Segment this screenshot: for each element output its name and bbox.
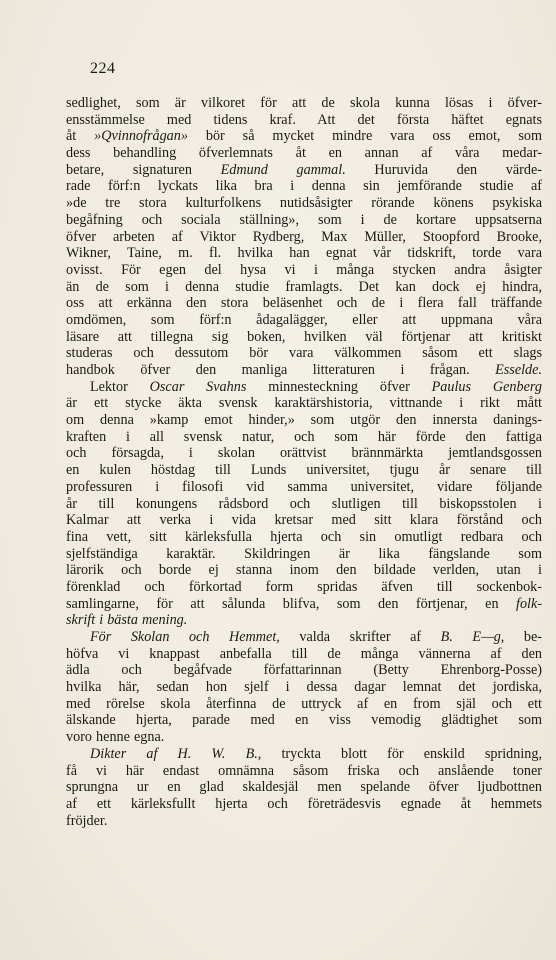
text-line [66, 145, 542, 162]
text-run: voro henne egna. [66, 729, 165, 746]
text-line [66, 629, 542, 646]
text-run: ensstämmelse med tidens kraf. Att det första häftet egnats [66, 111, 542, 128]
text-line [66, 229, 542, 246]
text-line [66, 212, 542, 229]
text-run: höfva vi knappast anbefalla till de många vännerna af den [66, 645, 542, 662]
text-line [66, 679, 542, 696]
text-run: sjelfständiga karaktär. Skildringen är lika fängslande som [66, 545, 542, 562]
text-line [66, 462, 542, 479]
text-line [66, 579, 542, 596]
italic-run: »Qvinnofrågan» [94, 128, 188, 145]
italic-run: För Skolan och Hemmet, [90, 629, 280, 645]
text-line [66, 195, 542, 212]
text-run: oss att erkänna den stora beläsenhet och de i flera fall träffande [66, 295, 542, 312]
text-line [66, 445, 542, 462]
text-run: än de som i denna studie framlagts. Det kan dock ej hindra, [66, 278, 542, 295]
text-line [66, 395, 542, 412]
text-line [66, 112, 542, 129]
text-line [66, 529, 542, 546]
text-run: en kulen höstdag till Lunds universitet, tjugu år senare till [66, 462, 542, 479]
text-run: handbok öfver den manliga litteraturen i frågan. [66, 362, 496, 378]
text-run: sedlighet, som är vilkoret för att de skola kunna lösas i öfver- [66, 95, 542, 111]
italic-run: Esselde. [495, 362, 542, 378]
text-run: dess behandling öfverlemnats åt en annan af våra medar- [66, 145, 542, 162]
italic-run: Dikter af H. W. B., [90, 745, 262, 762]
text-run: fröjder. [66, 812, 108, 829]
text-run: tryckta blott för enskild spridning, [261, 745, 542, 762]
text-run: få vi här endast omnämna såsom friska och anslående toner [66, 762, 542, 779]
text-line [66, 763, 542, 780]
text-run: begåfning och sociala ställning», som i de kortare uppsatserna [66, 211, 542, 228]
text-line [66, 729, 542, 746]
text-line [66, 412, 542, 429]
text-line [66, 245, 542, 262]
text-run: rade förf:n lyckats lika bra i denna sin jemförande studie af [66, 178, 542, 195]
text-run: »de tre stora kulturfolkens nutidsåsigter rörande könens psykiska [66, 195, 542, 212]
text-line [66, 546, 542, 563]
text-line [66, 329, 542, 346]
text-line [66, 95, 542, 112]
text-line [66, 646, 542, 663]
text-line [66, 312, 542, 329]
page-number: 224 [90, 60, 116, 77]
text-run: studeras och dessutom bör vara välkommen såsom ett slags [66, 345, 542, 362]
text-line [66, 345, 542, 362]
text-line [66, 178, 542, 195]
text-run: med rörelse skola återfinna de uttryck af en from själ och ett [66, 695, 542, 712]
text-run: af ett kärleksfullt hjerta och företrädesvis egnade åt hemmets [66, 795, 542, 812]
text-run: Kalmar att verka i vida kretsar med sitt klara förstånd och [66, 512, 542, 529]
italic-run: Paulus Genberg [431, 378, 542, 395]
text-line [66, 612, 542, 629]
text-line [66, 813, 542, 830]
text-run: betare, signaturen [66, 161, 221, 178]
text-run: Huruvida den värde- [345, 161, 542, 178]
text-run: samlingarne, för att sålunda blifva, som den förtjenar, en [66, 595, 516, 612]
text-run: Lektor [90, 378, 150, 395]
text-line [66, 562, 542, 579]
text-line [66, 479, 542, 496]
text-run: och försagda, i skolan orättvist brännmärkta jemtlandsgossen [66, 445, 542, 462]
text-line [66, 162, 542, 179]
text-line [66, 796, 542, 813]
text-run: är ett stycke äkta svensk karaktärshistoria, vittnande i rikt mått [66, 395, 542, 412]
text-run: kraften i all svensk natur, och som här förde den fattiga [66, 428, 542, 445]
text-line [66, 279, 542, 296]
text-run: öfver arbeten af Viktor Rydberg, Max Müller, Stoopford Brooke, [66, 228, 542, 245]
text-line [66, 128, 542, 145]
text-run: valda skrifter af [279, 629, 441, 645]
text-run: om denna »kamp emot hinder,» som utgör den innersta danings- [66, 412, 542, 429]
text-run: ovisst. För egen del hysa vi i många stycken andra åsigter [66, 261, 542, 278]
text-line [66, 295, 542, 312]
text-line [66, 662, 542, 679]
text-line [66, 379, 542, 396]
text-run: bör så mycket mindre vara oss emot, som [187, 128, 542, 145]
text-run: sprungna ur en glad skaldesjäl men spelande öfver ljudbottnen [66, 779, 542, 796]
text-run: fina vett, sitt kärleksfulla hjerta och sin omutligt redbara och [66, 528, 542, 545]
text-line [66, 712, 542, 729]
body-text [66, 95, 542, 829]
text-run: år till konungens rådsbord och slutligen till biskopsstolen i [66, 495, 542, 512]
text-line [66, 262, 542, 279]
text-line [66, 746, 542, 763]
text-run: minnesteckning öfver [246, 378, 432, 395]
text-line [66, 512, 542, 529]
text-line [66, 596, 542, 613]
text-line [66, 779, 542, 796]
text-line [66, 496, 542, 513]
text-run: professuren i filosofi vid samma universitet, vidare följande [66, 478, 542, 495]
text-line [66, 696, 542, 713]
text-run: förenklad och förkortad form spridas äfven till sockenbok- [66, 578, 542, 595]
text-line [66, 429, 542, 446]
text-run: hvilka här, sedan hon sjelf i dessa dagar lemnat det jordiska, [66, 679, 542, 696]
italic-run: folk- [516, 595, 542, 612]
italic-run: skrift i bästa mening. [66, 612, 188, 629]
italic-run: Edmund gammal. [220, 161, 346, 178]
italic-run: Oscar Svahns [149, 378, 247, 395]
italic-run: B. E—g, [440, 629, 505, 645]
text-line [66, 362, 542, 379]
text-run: ädla och begåfvade författarinnan (Betty Ehrenborg-Posse) [66, 662, 542, 679]
text-run: omdömen, som förf:n ådagalägger, eller att uppmana våra [66, 311, 542, 328]
text-run: läsare att tillegna sig boken, hvilken väl förtjenar att kritiskt [66, 328, 542, 345]
text-run: älskande hjerta, parade med en viss vemodig glädtighet som [66, 712, 542, 729]
text-run: åt [66, 128, 95, 145]
text-run: Wikner, Taine, m. fl. hvilka han egnat vår tidskrift, torde vara [66, 245, 542, 262]
text-run: lärorik och borde ej stanna inom den bildade verlden, utan i [66, 562, 542, 579]
text-run: be- [504, 629, 542, 645]
